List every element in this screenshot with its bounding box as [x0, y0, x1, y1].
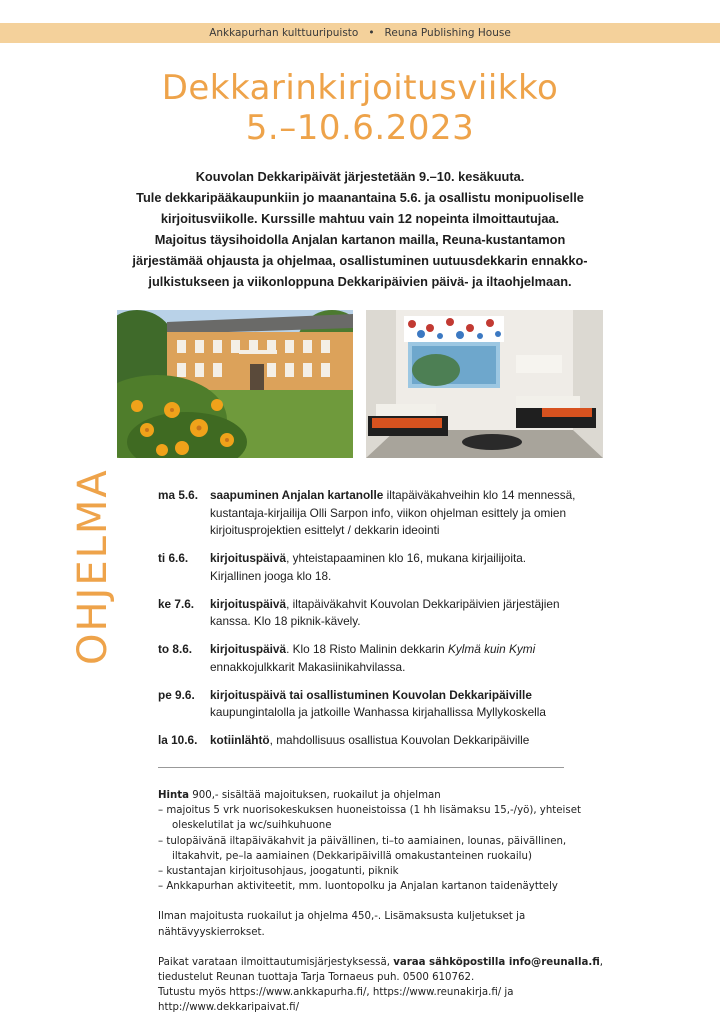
header-separator: •: [368, 27, 375, 39]
schedule-highlight: kirjoituspäivä: [210, 551, 287, 565]
intro-text: [100, 166, 620, 292]
schedule-text: kaupungintalolla ja jatkoille Wanhassa kirjahallissa Myllykoskella: [210, 705, 546, 719]
schedule-day: la 10.6.: [158, 733, 198, 747]
list-item: – Ankkapurhan aktiviteetit, mm. luontopolku ja Anjalan kartanon taidenäyttely: [158, 881, 558, 893]
schedule-highlight: kotiinlähtö: [210, 733, 270, 747]
header-right: Reuna Publishing House: [384, 27, 511, 39]
list-item: – majoitus 5 vrk nuorisokeskuksen huoneistoissa (1 hh lisämaksu 15,-/yö), yhteiset oleskelutilat ja wc/suihkuhuone: [158, 805, 581, 832]
header-band: [0, 23, 720, 43]
schedule-text: , iltapäiväkahvit Kouvolan Dekkaripäivien järjestäjien kanssa. Klo 18 piknik-kävely.: [210, 596, 560, 628]
schedule-highlight: kirjoituspäivä: [210, 642, 287, 656]
page-title: [0, 68, 720, 148]
room-photo: [366, 310, 603, 458]
booking-line: [158, 955, 618, 970]
schedule-text: iltapäiväkahveihin klo 14 mennessä, kustantaja-kirjailija Olli Sarpon info, viikon ohjelman esittely ja omien kirjoitusprojektien esittelyt / dekkarin ideointi: [210, 488, 576, 537]
schedule-highlight: kirjoituspäivä: [210, 596, 287, 611]
schedule-desc: [210, 687, 578, 722]
booking-text: Paikat varataan ilmoittautumisjärjestyksessä,: [158, 956, 394, 968]
divider: [158, 767, 564, 768]
schedule-desc: [210, 550, 578, 585]
schedule-day: ke 7.6.: [158, 596, 195, 611]
included-list: [158, 803, 618, 894]
program-schedule: [158, 487, 578, 760]
schedule-highlight: saapuminen Anjalan kartanolle: [210, 488, 384, 502]
program-heading: OHJELMA: [70, 468, 116, 665]
contact-line: tiedustelut Reunan tuottaja Tarja Tornaeus puh. 0500 610762.: [158, 972, 475, 984]
schedule-row: [158, 641, 578, 676]
booking-email[interactable]: varaa sähköpostilla info@reunalla.fi: [393, 956, 600, 968]
schedule-text: . Klo 18 Risto Malinin dekkarin: [286, 642, 449, 656]
header-left: Ankkapurhan kulttuuripuisto: [209, 27, 359, 39]
intro-line: järjestämää ohjausta ja ohjelmaa, osallistuminen uutuusdekkarin ennakko-: [132, 253, 588, 268]
list-item: – kustantajan kirjoitusohjaus, joogatunti, piknik: [158, 866, 399, 878]
list-item: – tulopäivänä iltapäiväkahvit ja päivällinen, ti–to aamiainen, lounas, päivällinen, iltakahvit, pe–la aamiainen (Dekkaripäivillä omakustanteinen ruokailu): [158, 835, 567, 862]
schedule-row: [158, 732, 578, 750]
schedule-text: , yhteistapaaminen klo 16, mukana kirjailijoita. Kirjallinen jooga klo 18.: [210, 551, 527, 583]
schedule-day: pe 9.6.: [158, 687, 195, 702]
price-label: Hinta: [158, 790, 190, 801]
intro-line: julkistukseen ja viikonloppuna Dekkaripäivien päivä- ja iltaohjelmaan.: [148, 274, 572, 289]
title-line-1: Dekkarinkirjoitusviikko: [161, 68, 559, 108]
schedule-row: [158, 687, 578, 722]
schedule-day: to 8.6.: [158, 642, 193, 656]
schedule-row: [158, 550, 578, 585]
intro-line: Kouvolan Dekkaripäivät järjestetään 9.–10. kesäkuuta.: [195, 169, 525, 184]
manor-photo: [117, 310, 353, 458]
schedule-highlight: kirjoituspäivä tai osallistuminen Kouvolan Dekkaripäiville: [210, 687, 532, 702]
intro-line: Tule dekkaripääkaupunkiin jo maanantaina 5.6. ja osallistu monipuoliselle: [136, 190, 584, 205]
booking-end: ,: [599, 956, 604, 968]
price-text: 900,- sisältää majoituksen, ruokailut ja ohjelman: [189, 790, 441, 801]
intro-line: Majoitus täysihoidolla Anjalan kartanon mailla, Reuna-kustantamon: [154, 232, 566, 247]
title-line-2: 5.–10.6.2023: [245, 108, 475, 148]
schedule-day: ti 6.6.: [158, 551, 189, 565]
intro-line: kirjoitusviikolle. Kurssille mahtuu vain 12 nopeinta ilmoittautujaa.: [160, 211, 560, 226]
schedule-desc: [210, 596, 578, 631]
schedule-day: ma 5.6.: [158, 488, 199, 502]
links-line[interactable]: Tutustu myös https://www.ankkapurha.fi/, https://www.reunakirja.fi/ ja http://www.dekkaripaivat.fi/: [158, 987, 514, 1014]
schedule-desc: [210, 732, 578, 750]
book-title: Kylmä kuin Kymi: [448, 642, 536, 656]
alt-price: Ilman majoitusta ruokailut ja ohjelma 450,-. Lisämaksusta kuljetukset ja nähtävyyskierrokset.: [158, 911, 526, 938]
schedule-desc: [210, 487, 578, 540]
price-info: [158, 788, 618, 1016]
schedule-desc: [210, 641, 578, 676]
schedule-text: ennakkojulkkarit Makasiinikahvilassa.: [210, 659, 406, 674]
schedule-row: [158, 596, 578, 631]
price-line: [158, 788, 618, 803]
schedule-row: [158, 487, 578, 540]
schedule-text: , mahdollisuus osallistua Kouvolan Dekkaripäiville: [269, 733, 530, 747]
